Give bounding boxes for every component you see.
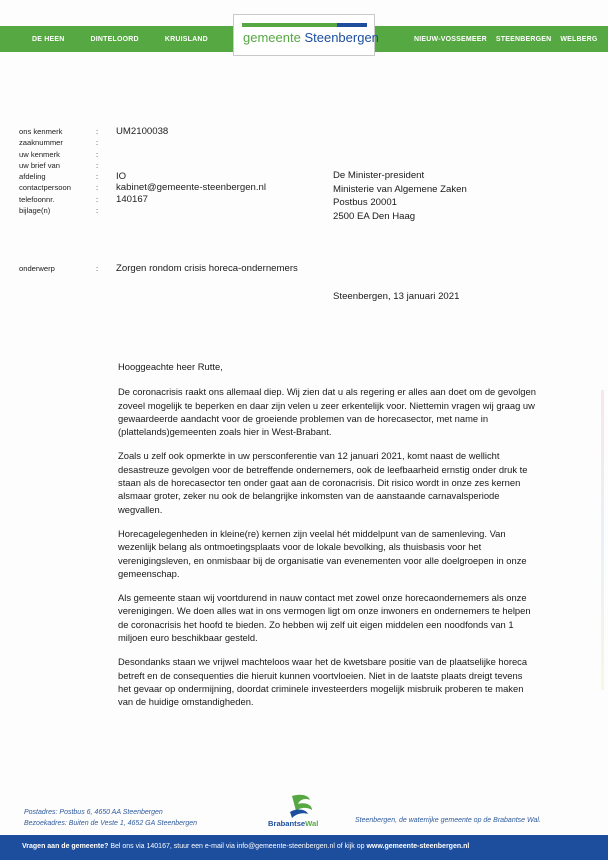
subject-value: Zorgen rondom crisis horeca-ondernemers	[116, 263, 298, 274]
nav-dinteloord: DINTELOORD	[90, 35, 139, 43]
footer-address	[24, 808, 197, 829]
municipality-logo	[233, 14, 379, 56]
recipient-address	[333, 169, 467, 223]
paragraph: De coronacrisis raakt ons allemaal diep. Wij zien dat u als regering er alles aan doet om de gevolgen zoveel mogelijk te beperken en daar zijn velen u zeer erkentelijk voor. Niettemin vragen wij graag uw gewaardeerde aandacht voor de groeiende problemen van de horecasector, met name in (plattelands)gemeenten zoals hier in West-Brabant.	[118, 386, 536, 438]
header-nav-right	[414, 26, 607, 52]
subject-label: onderwerp	[19, 264, 55, 273]
letter-date: Steenbergen, 13 januari 2021	[333, 291, 460, 302]
header-nav-left	[32, 26, 234, 52]
nav-de-heen: DE HEEN	[32, 35, 65, 43]
nav-steenbergen: STEENBERGEN	[495, 35, 552, 43]
paragraph: Zoals u zelf ook opmerkte in uw persconferentie van 12 januari 2021, komt naast de wellicht desastreuze gevolgen voor de betreffende ondernemers, ook de leefbaarheid ernstig onder druk te staan als de horecasector ten onder gaat aan de coronacrisis. Dit risico wordt in onze zes kernen alsmaar groter, zeker nu ook de belangrijke inkomsten van de aanstaande carnavalsperiode wegvallen.	[118, 450, 528, 515]
letter-body	[118, 360, 538, 720]
contact-line: Vragen aan de gemeente? Bel ons via 140167, stuur een e-mail via info@gemeente-steenbergen.nl of kijk op www.gemeente-steenbergen.nl	[22, 843, 470, 850]
paragraph: Horecagelegenheden in kleine(re) kernen zijn veelal hét middelpunt van de samenleving. Van wezenlijk belang als ontmoetingsplaats voor de lokale bevolking, als thuisbasis voor het verenigingsleven, en onmisbaar bij de organisatie van evenementen voor alle doelgroepen in onze gemeenschap.	[118, 527, 527, 579]
logo-wordmark: gemeente Steenbergen	[243, 30, 379, 45]
address-line: De Minister-president	[333, 170, 425, 181]
salutation: Hooggeachte heer Rutte,	[118, 361, 223, 372]
footer-tagline: Steenbergen, de waterrijke gemeente op de Brabantse Wal.	[355, 817, 541, 824]
address-line: 2500 EA Den Haag	[333, 210, 416, 222]
postal-address: Postadres: Postbus 6, 4650 AA Steenbergen	[24, 809, 163, 816]
brand-wordmark: BrabantseWal	[268, 819, 319, 828]
nav-nieuw-vossemeer: NIEUW-VOSSEMEER	[414, 35, 487, 43]
visiting-address: Bezoekadres: Buiten de Veste 1, 4652 GA Steenbergen	[24, 819, 198, 827]
nav-kruisland: KRUISLAND	[164, 35, 208, 43]
website-link[interactable]: www.gemeente-steenbergen.nl	[366, 843, 470, 850]
address-line: Postbus 20001	[333, 197, 398, 208]
paragraph: Desondanks staan we vrijwel machteloos waar het de kwetsbare positie van de plaatselijke horeca betreft en de consequenties die hieruit kunnen voortvloeien. Niet in de laatste plaats dreigt tevens het gevaar op ondermijning, doordat criminele investeerders mogelijk misbruik proberen te maken van de huidige omstandigheden.	[118, 656, 528, 708]
subject-line: onderwerp : Zorgen rondom crisis horeca-ondernemers	[19, 263, 298, 274]
logo-stripe-blue	[337, 23, 367, 27]
address-line: Ministerie van Algemene Zaken	[333, 183, 467, 195]
nav-welberg: WELBERG	[560, 35, 598, 43]
scan-edge-artifact	[601, 390, 604, 690]
paragraph: Als gemeente staan wij voortdurend in nauw contact met zowel onze horecaondernemers als onze verenigingen. We doen alles wat in ons vermogen ligt om onze inwoners en ondernemers te helpen de coronacrisis het hoofd te bieden. Zo hebben wij zelf uit eigen middelen een noodfonds van 1 miljoen euro beschikbaar gesteld.	[118, 592, 531, 644]
